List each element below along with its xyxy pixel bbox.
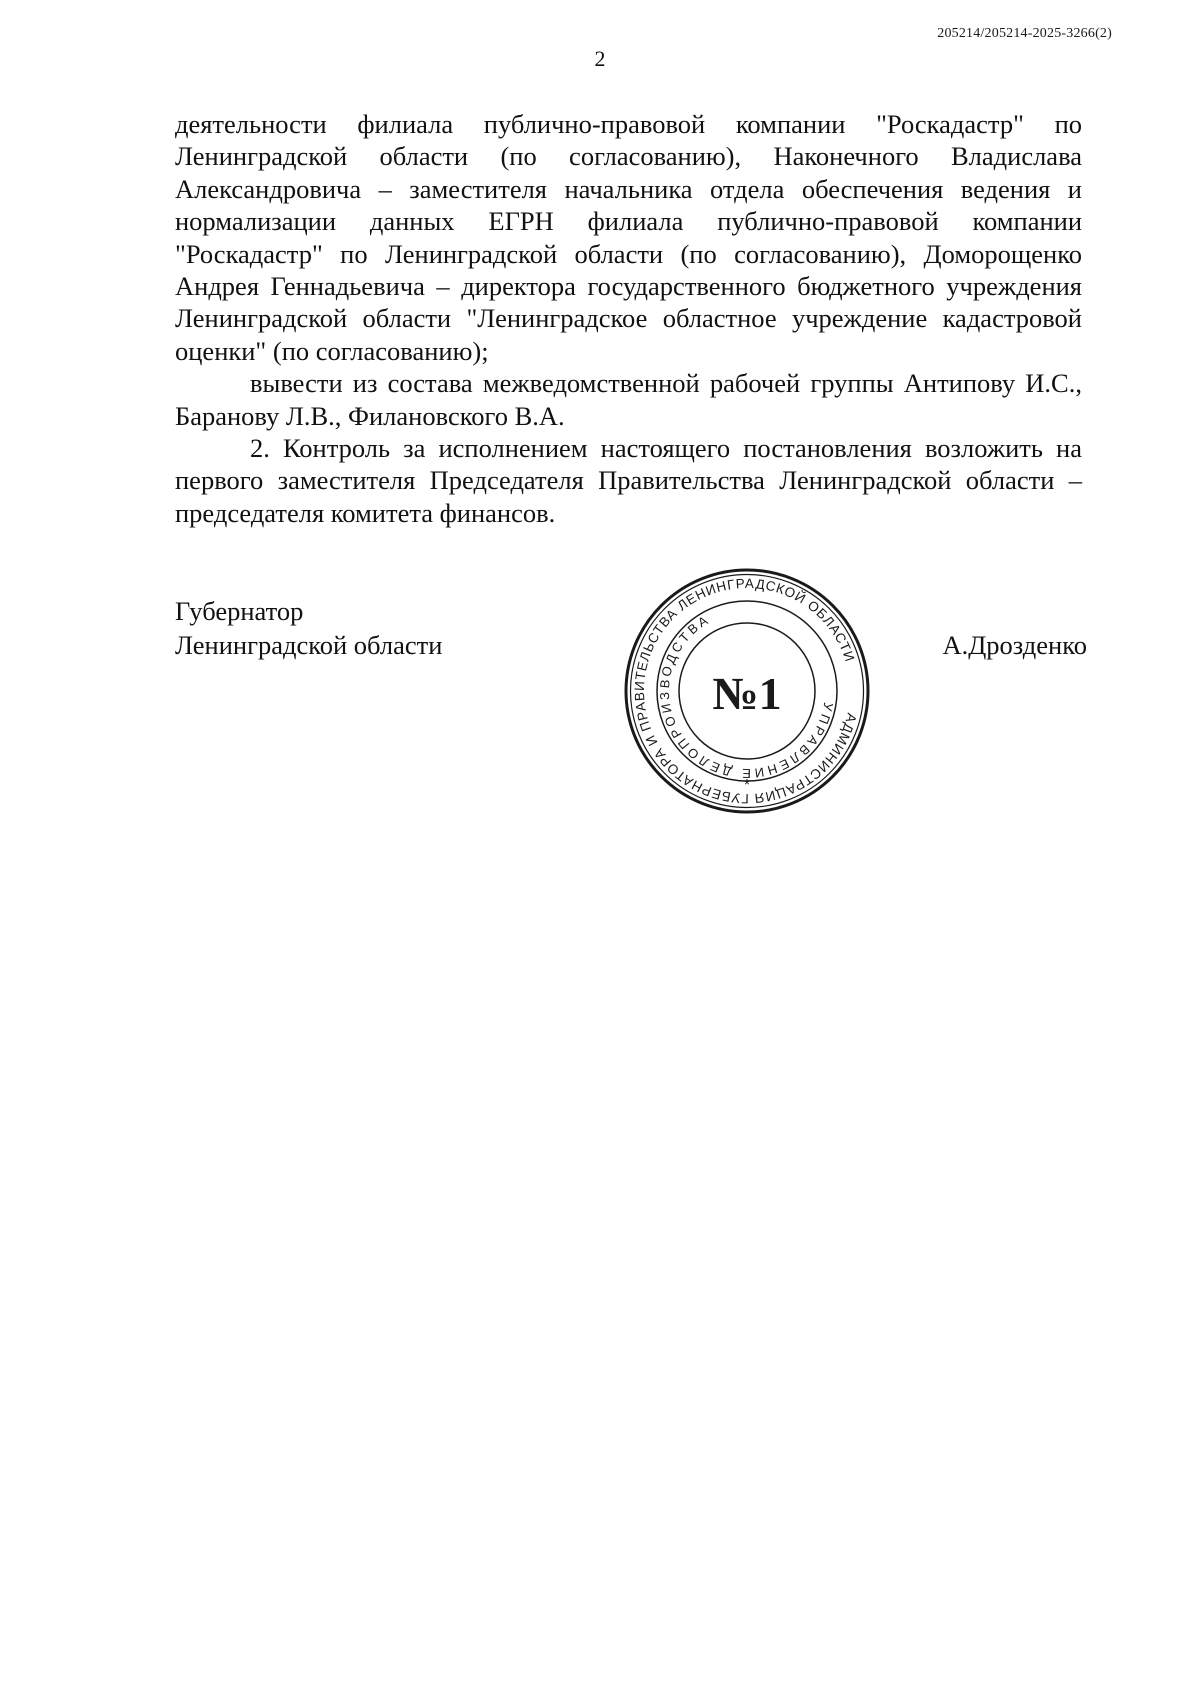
body-paragraph-exclusion: вывести из состава межведомственной рабочей группы Антипову И.С., Баранову Л.В., Филановского В.А.: [175, 368, 1082, 431]
document-body: [175, 108, 1082, 529]
seal-outer-text: АДМИНИСТРАЦИЯ ГУБЕРНАТОРА И ПРАВИТЕЛЬСТВА ЛЕНИНГРАДСКОЙ ОБЛАСТИ: [631, 575, 860, 807]
seal-graphic: [622, 566, 872, 816]
page-number: 2: [594, 46, 606, 71]
seal-center-number: №1: [712, 668, 782, 719]
signatory-name: А.Дрозденко: [942, 630, 1087, 660]
document-registration-number: 205214/205214-2025-3266(2): [937, 26, 1112, 41]
official-seal-stamp: [622, 566, 872, 816]
signatory-title: [175, 594, 442, 662]
seal-star: *: [743, 777, 751, 794]
body-paragraph-continuation: деятельности филиала публично-правовой компании "Роскадастр" по Ленинградской области (по согласованию), Наконечного Владислава Александровича – заместителя начальника отдела обеспечения ведения и нормализации данных ЕГРН филиала публично-правовой компании "Роскадастр" по Ленинградской области (по согласованию), Доморощенко Андрея Геннадьевича – директора государственного бюджетного учреждения Ленинградской области "Ленинградское областное учреждение кадастровой оценки" (по согласованию);: [175, 109, 1082, 366]
body-paragraph-control: 2. Контроль за исполнением настоящего постановления возложить на первого заместителя Председателя Правительства Ленинградской области – председателя комитета финансов.: [175, 433, 1082, 528]
seal-inner-text: УПРАВЛЕНИЕ ДЕЛОПРОИЗВОДСТВА: [656, 611, 837, 782]
signatory-title-line-1: Губернатор: [175, 596, 304, 626]
signatory-title-line-2: Ленинградской области: [175, 630, 443, 660]
